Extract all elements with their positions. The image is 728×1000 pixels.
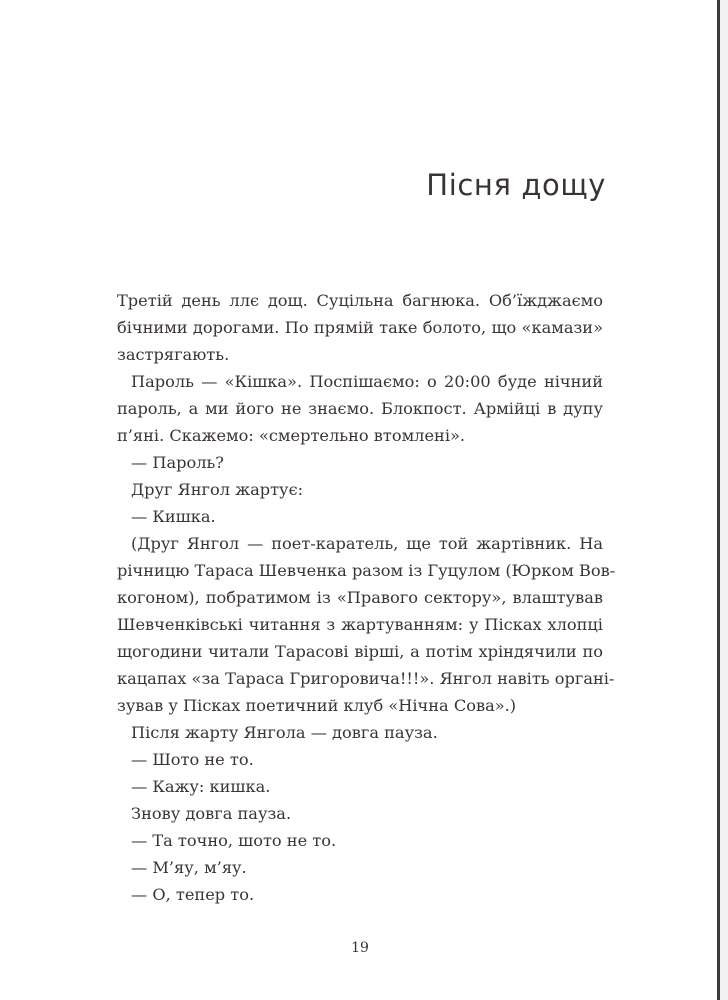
text-line: Шевченківські читання з жартуванням: у Пісках хлопці bbox=[117, 615, 603, 634]
chapter-body bbox=[117, 287, 616, 908]
text-line: Після жарту Янгола — довга пауза. bbox=[131, 723, 438, 742]
text-line: застрягають. bbox=[117, 345, 230, 364]
text-line: — Шото не то. bbox=[131, 750, 254, 769]
text-line: пароль, а ми його не знаємо. Блокпост. Армійці в дупу bbox=[117, 399, 603, 418]
text-line: Знову довга пауза. bbox=[131, 804, 292, 823]
text-line: — М’яу, м’яу. bbox=[131, 858, 247, 877]
text-line: Третій день ллє дощ. Суцільна багнюка. Об’їжджаємо bbox=[117, 291, 603, 310]
text-line: річницю Тараса Шевченка разом із Гуцулом (Юрком Вов- bbox=[117, 561, 616, 580]
text-line: — Кишка. bbox=[131, 507, 216, 526]
text-line: — О, тепер то. bbox=[131, 885, 255, 904]
text-line: когоном), побратимом із «Правого сектору», влаштував bbox=[117, 588, 603, 607]
text-line: п’яні. Скажемо: «смертельно втомлені». bbox=[117, 426, 466, 445]
text-line: зував у Пісках поетичний клуб «Нічна Сова».) bbox=[117, 696, 517, 715]
text-line: кацапах «за Тараса Григоровича!!!». Янгол навіть органі- bbox=[117, 669, 615, 688]
text-line: — Кажу: кишка. bbox=[131, 777, 271, 796]
page-edge-shadow bbox=[720, 0, 728, 1000]
page-number: 19 bbox=[351, 940, 369, 956]
chapter-title: Пісня дощу bbox=[426, 168, 606, 202]
text-line: (Друг Янгол — поет-каратель, ще той жартівник. На bbox=[131, 534, 603, 553]
text-line: — Пароль? bbox=[131, 453, 224, 472]
text-line: бічними дорогами. По прямій таке болото, що «камази» bbox=[117, 318, 603, 337]
text-line: щогодини читали Тарасові вірші, а потім хріндячили по bbox=[117, 642, 603, 661]
text-line: Пароль — «Кішка». Поспішаємо: о 20:00 буде нічний bbox=[131, 372, 603, 391]
text-line: Друг Янгол жартує: bbox=[131, 480, 304, 499]
text-line: — Та точно, шото не то. bbox=[131, 831, 337, 850]
